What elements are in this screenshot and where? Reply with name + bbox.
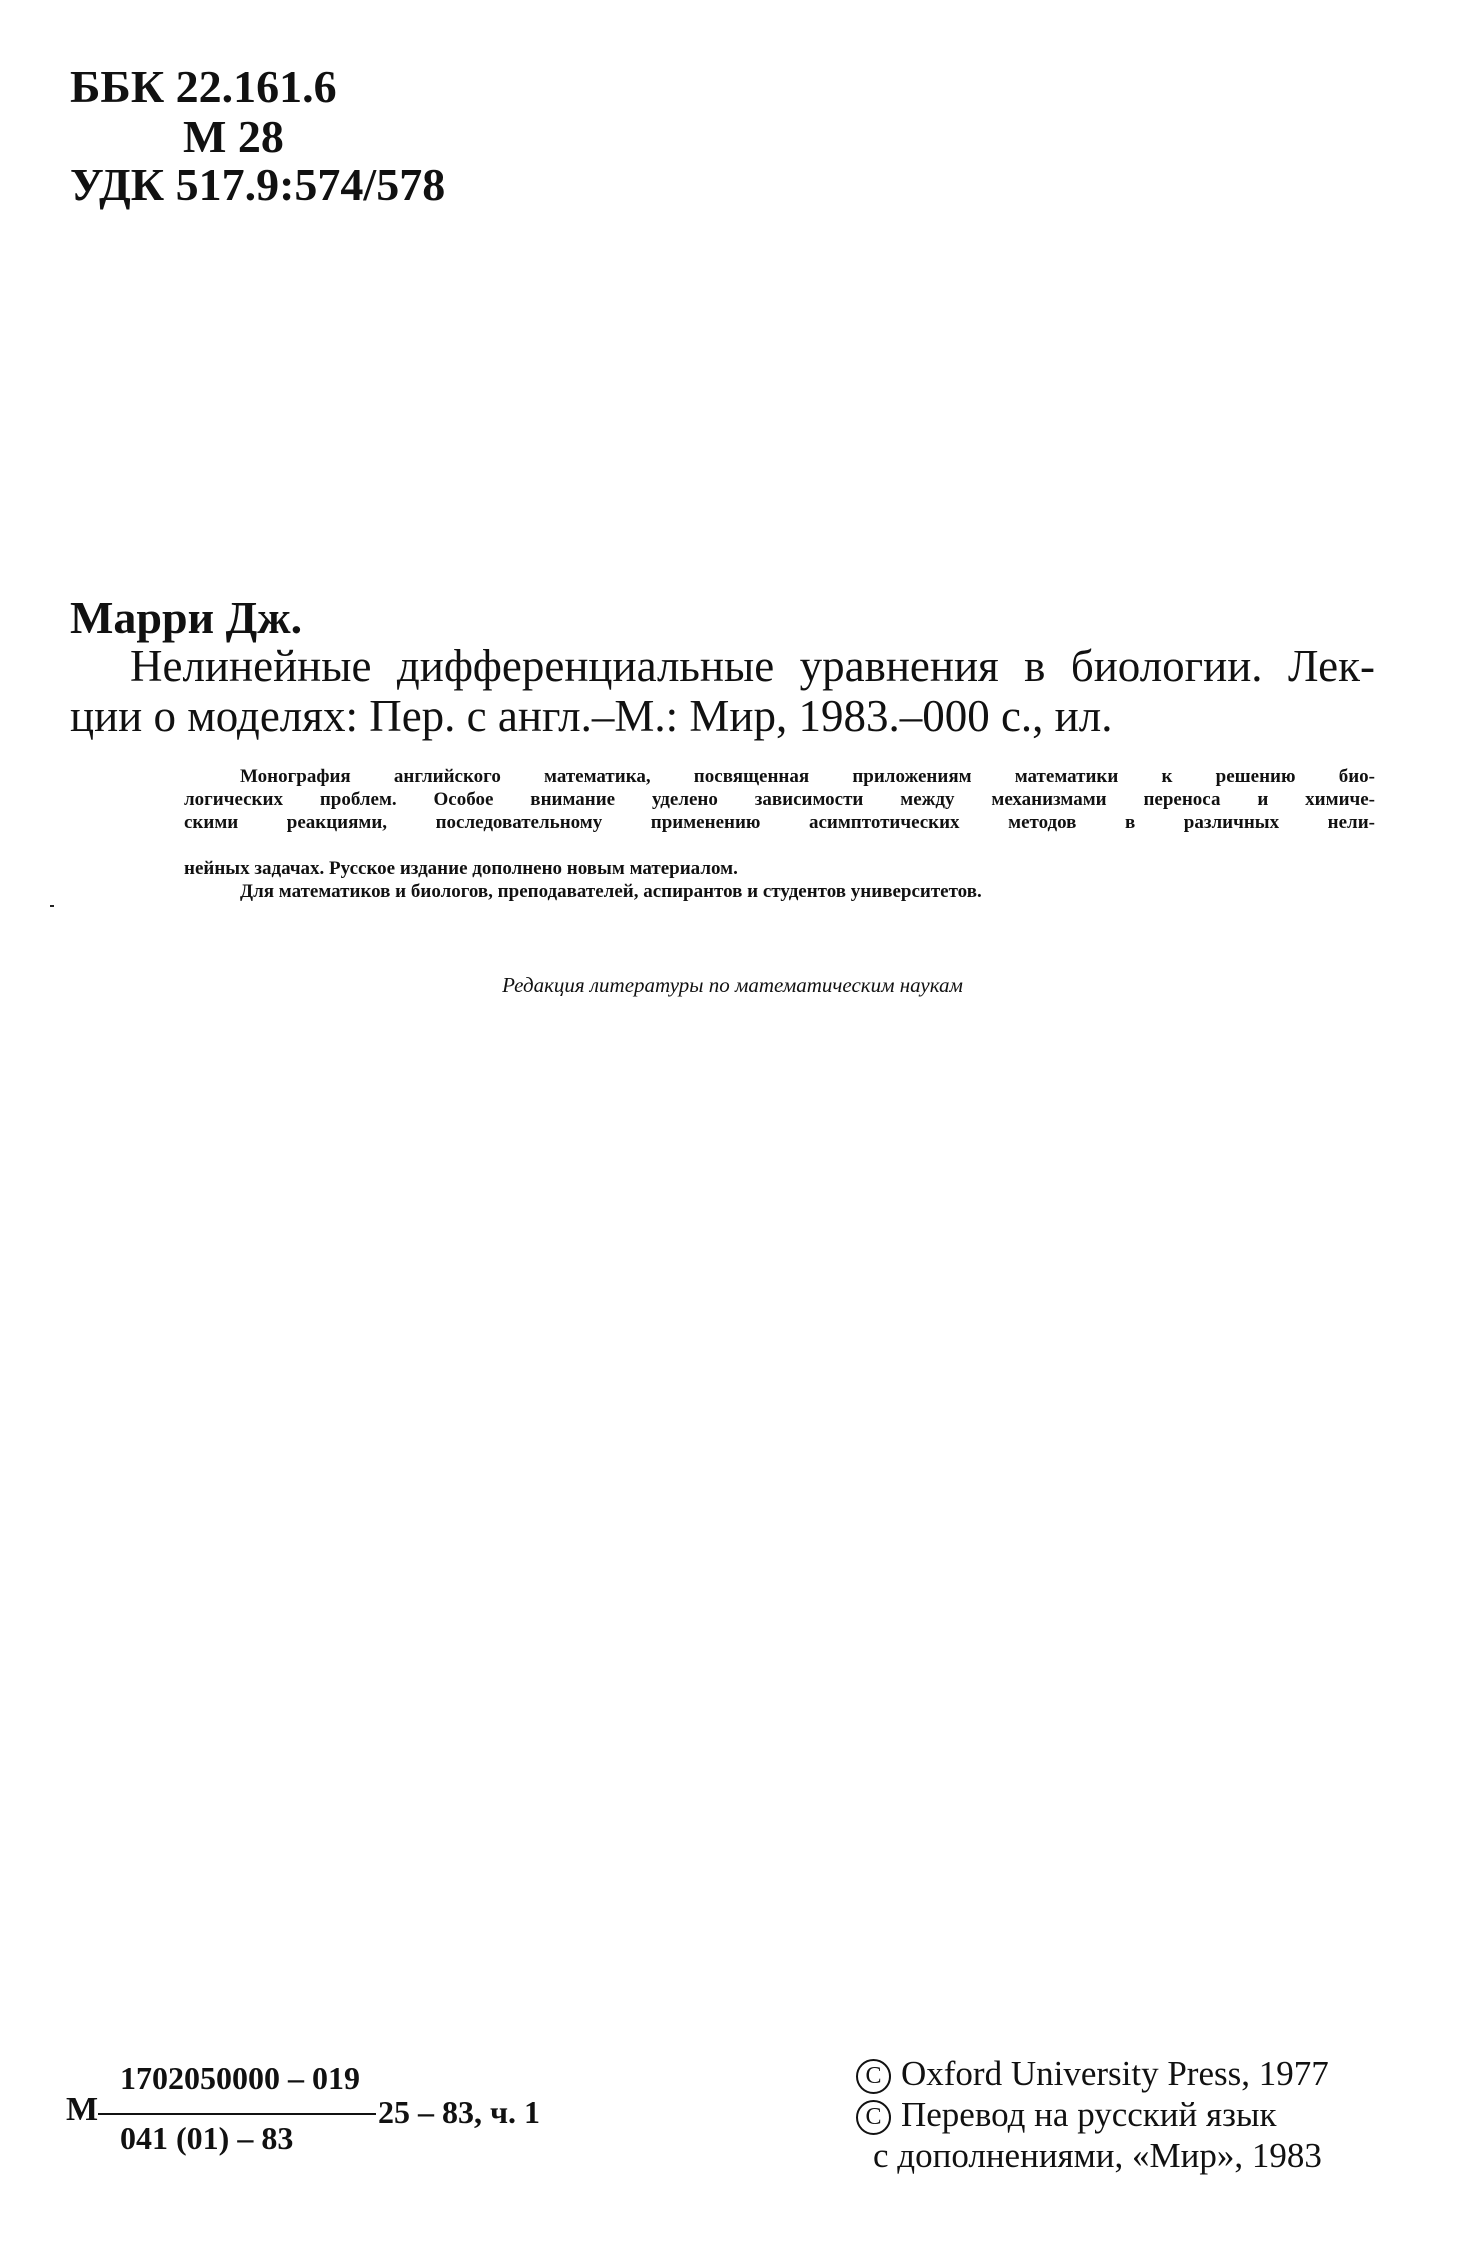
index-fraction-bar	[98, 2113, 376, 2115]
annotation-audience: Для математиков и биологов, преподавателей, аспирантов и студентов университетов.	[240, 881, 982, 902]
copyright-translation-cont: с дополнениями, «Мир», 1983	[873, 2136, 1322, 2175]
annotation-line: скими реакциями, последовательному применению асимптотических методов в различных нели-	[184, 812, 1375, 833]
copyright-original-text: Oxford University Press, 1977	[901, 2054, 1329, 2093]
stray-mark	[50, 905, 54, 907]
author-name: Марри Дж.	[70, 592, 303, 643]
index-numerator: 1702050000 – 019	[120, 2060, 360, 2096]
index-denominator: 041 (01) – 83	[120, 2120, 294, 2156]
index-prefix: М	[66, 2091, 99, 2128]
copyright-original	[856, 2053, 1329, 2094]
index-suffix: 25 – 83, ч. 1	[378, 2094, 541, 2130]
editorial-line: Редакция литературы по математическим наукам	[502, 973, 963, 997]
annotation-line: логических проблем. Особое внимание уделено зависимости между механизмами переноса и химиче-	[184, 789, 1375, 810]
annotation-line: Монография английского математика, посвященная приложениям математики к решению био-	[240, 766, 1375, 787]
udk-code: УДК 517.9:574/578	[70, 159, 446, 210]
author-mark: М 28	[183, 111, 284, 162]
copyright-icon: C	[856, 2100, 891, 2135]
title-line-2: ции о моделях: Пер. с англ.–М.: Мир, 1983.–000 с., ил.	[70, 691, 1113, 741]
bbk-code: ББК 22.161.6	[70, 61, 337, 112]
annotation-line: нейных задачах. Русское издание дополнено новым материалом.	[184, 858, 738, 879]
copyright-translation	[856, 2094, 1276, 2135]
copyright-icon: C	[856, 2059, 891, 2094]
title-line-1: Нелинейные дифференциальные уравнения в биологии. Лек-	[130, 641, 1375, 691]
copyright-translation-text: Перевод на русский язык	[901, 2095, 1277, 2134]
